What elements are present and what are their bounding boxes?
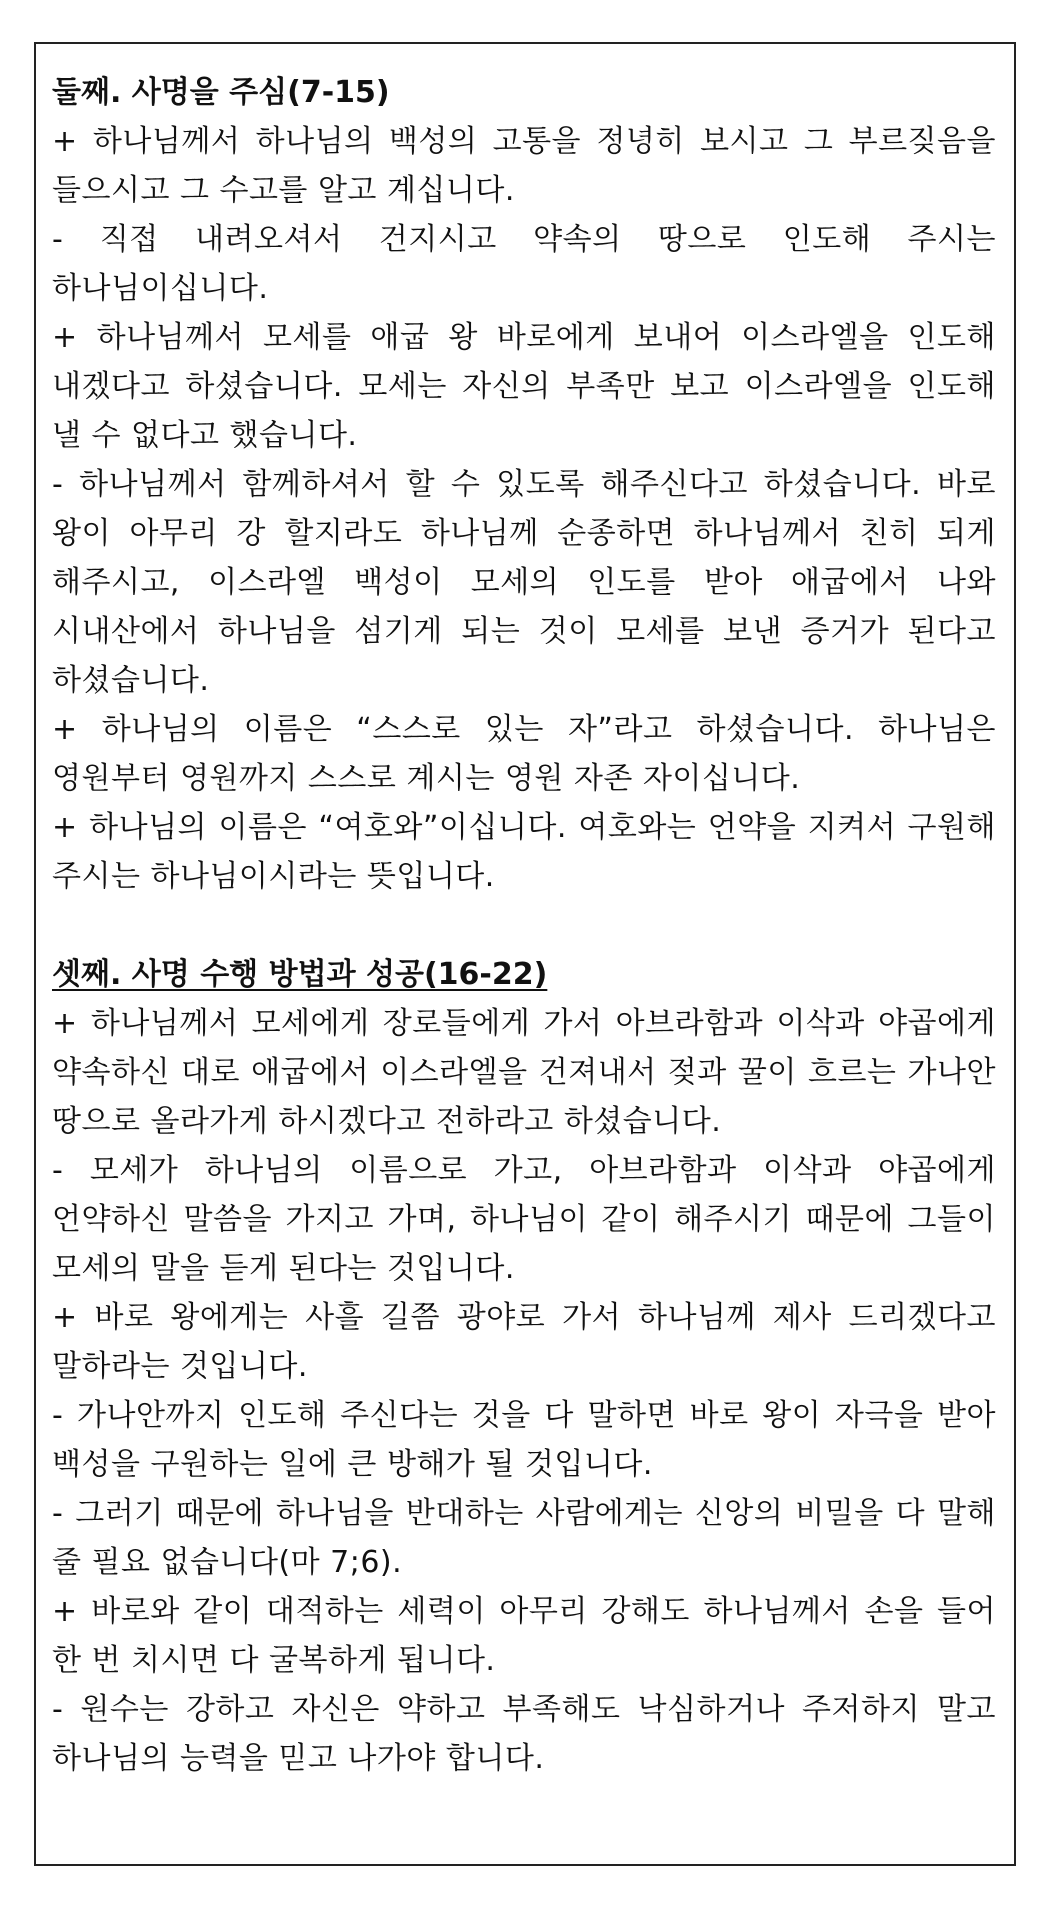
paragraph: - 원수는 강하고 자신은 약하고 부족해도 낙심하거나 주저하지 말고 하나님의 능력을 믿고 나가야 합니다. [52,1692,996,1776]
section-title-second-mission: 둘째. 사명을 주심(7-15) [52,75,390,110]
paragraph: + 하나님의 이름은 “스스로 있는 자”라고 하셨습니다. 하나님은 영원부터 영원까지 스스로 계시는 영원 자존 자이십니다. [52,712,996,796]
paragraph: - 가나안까지 인도해 주신다는 것을 다 말하면 바로 왕이 자극을 받아 백성을 구원하는 일에 큰 방해가 될 것입니다. [52,1398,996,1482]
section-title-third-mission-method [52,950,996,999]
paragraph: + 바로와 같이 대적하는 세력이 아무리 강해도 하나님께서 손을 들어 한 번 치시면 다 굴복하게 됩니다. [52,1594,996,1678]
paragraph: - 직접 내려오셔서 건지시고 약속의 땅으로 인도해 주시는 하나님이십니다. [52,222,996,306]
paragraph: + 하나님께서 모세를 애굽 왕 바로에게 보내어 이스라엘을 인도해 내겠다고 하셨습니다. 모세는 자신의 부족만 보고 이스라엘을 인도해 낼 수 없다고 했습니다. [52,320,996,453]
paragraph: - 그러기 때문에 하나님을 반대하는 사람에게는 신앙의 비밀을 다 말해 줄 필요 없습니다(마 7;6). [52,1496,996,1580]
paragraph: + 하나님의 이름은 “여호와”이십니다. 여호와는 언약을 지켜서 구원해 주시는 하나님이시라는 뜻입니다. [52,810,997,894]
paragraph: + 하나님께서 모세에게 장로들에게 가서 아브라함과 이삭과 야곱에게 약속하신 대로 애굽에서 이스라엘을 건져내서 젖과 꿀이 흐르는 가나안 땅으로 올라가게 하시겠다고 전하라고 하셨습니다. [52,1006,996,1139]
paragraph: - 하나님께서 함께하셔서 할 수 있도록 해주신다고 하셨습니다. 바로 왕이 아무리 강 할지라도 하나님께 순종하면 하나님께서 친히 되게 해주시고, 이스라엘 백성이 모세의 인도를 받아 애굽에서 나와 시내산에서 하나님을 섬기게 되는 것이 모세를 보낸 증거가 된다고 하셨습니다. [52,467,996,698]
paragraph: + 하나님께서 하나님의 백성의 고통을 정녕히 보시고 그 부르짖음을 들으시고 그 수고를 알고 계십니다. [52,124,996,208]
paragraph: + 바로 왕에게는 사흘 길쯤 광야로 가서 하나님께 제사 드리겠다고 말하라는 것입니다. [52,1300,996,1384]
section-spacer [52,901,996,950]
document-body [52,68,996,1783]
paragraph: - 모세가 하나님의 이름으로 가고, 아브라함과 이삭과 야곱에게 언약하신 말씀을 가지고 가며, 하나님이 같이 해주시기 때문에 그들이 모세의 말을 듣게 된다는 것입니다. [52,1153,996,1286]
section-title-text: 셋째. 사명 수행 방법과 성공(16-22) [52,957,548,992]
